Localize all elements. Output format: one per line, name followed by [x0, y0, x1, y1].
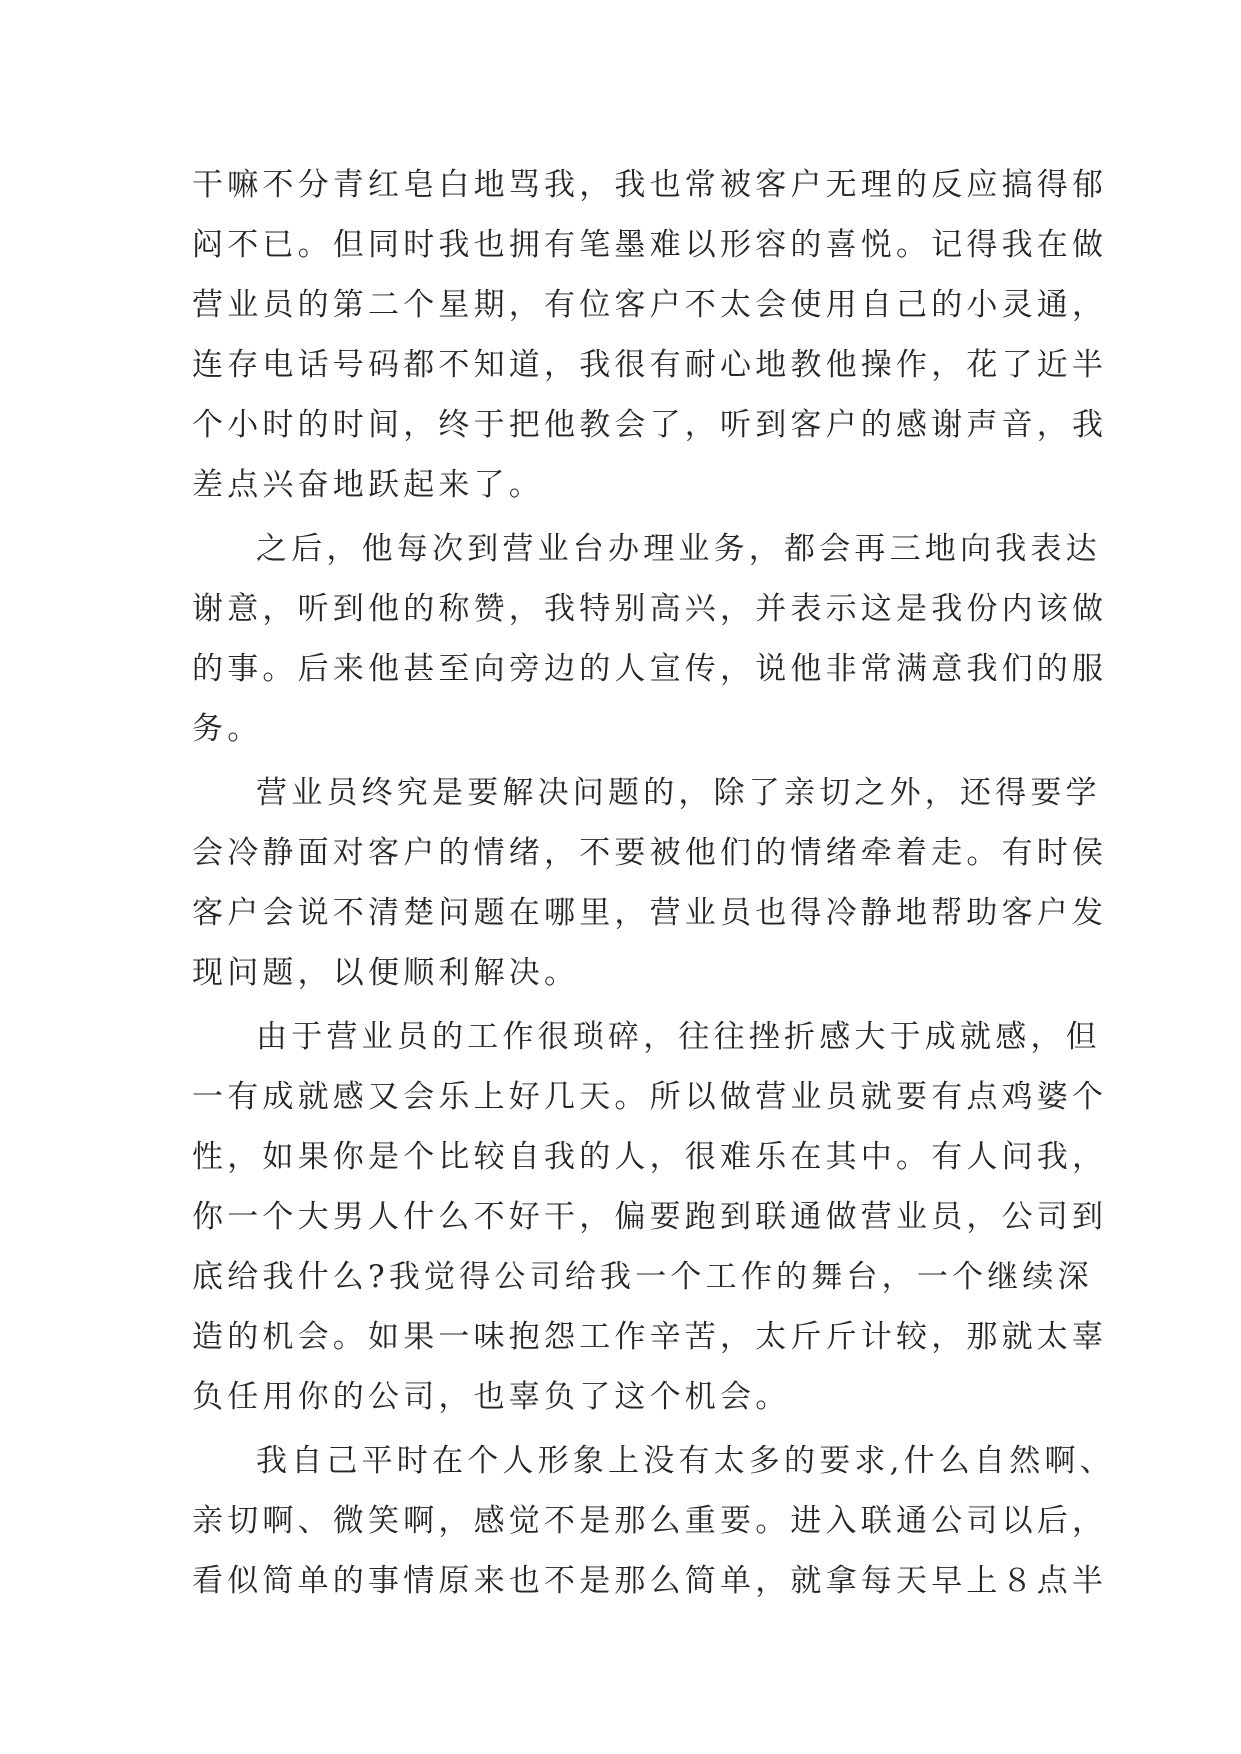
text-line: 差点兴奋地跃起来了。 — [192, 467, 544, 503]
text-line: 看似简单的事情原来也不是那么简单，就拿每天早上８点半 — [192, 1563, 1108, 1599]
text-line: 闷不已。但同时我也拥有笔墨难以形容的喜悦。记得我在做 — [192, 227, 1108, 263]
text-line: 你一个大男人什么不好干，偏要跑到联通做营业员，公司到 — [192, 1199, 1108, 1235]
text-line: 营业员终究是要解决问题的，除了亲切之外，还得要学 — [256, 775, 1101, 811]
text-line: 的事。后来他甚至向旁边的人宣传，说他非常满意我们的服 — [192, 651, 1108, 687]
document-body — [192, 155, 1115, 1611]
paragraph — [192, 1007, 1108, 1427]
text-line: 造的机会。如果一味抱怨工作辛苦，太斤斤计较，那就太辜 — [192, 1319, 1108, 1355]
text-line: 会冷静面对客户的情绪，不要被他们的情绪牵着走。有时侯 — [192, 835, 1108, 871]
paragraph — [192, 1431, 1115, 1611]
text-line: 干嘛不分青红皂白地骂我，我也常被客户无理的反应搞得郁 — [192, 167, 1108, 203]
text-line: 个小时的时间，终于把他教会了，听到客户的感谢声音，我 — [192, 407, 1108, 443]
text-line: 负任用你的公司，也辜负了这个机会。 — [192, 1379, 791, 1415]
text-line: 客户会说不清楚问题在哪里，营业员也得冷静地帮助客户发 — [192, 895, 1108, 931]
text-line: 现问题，以便顺利解决。 — [192, 955, 580, 991]
paragraph — [192, 519, 1108, 759]
text-line: 底给我什么?我觉得公司给我一个工作的舞台，一个继续深 — [192, 1259, 1093, 1295]
text-line: 亲切啊、微笑啊，感觉不是那么重要。进入联通公司以后， — [192, 1503, 1108, 1539]
text-line: 连存电话号码都不知道，我很有耐心地教他操作，花了近半 — [192, 347, 1108, 383]
text-line: 务。 — [192, 711, 263, 747]
paragraph-continued — [192, 155, 1108, 515]
text-line: 谢意，听到他的称赞，我特别高兴，并表示这是我份内该做 — [192, 591, 1108, 627]
text-line: 由于营业员的工作很琐碎，往往挫折感大于成就感，但 — [256, 1019, 1101, 1055]
text-line: 营业员的第二个星期，有位客户不太会使用自己的小灵通， — [192, 287, 1108, 323]
text-line: 之后，他每次到营业台办理业务，都会再三地向我表达 — [256, 531, 1101, 567]
text-line: 一有成就感又会乐上好几天。所以做营业员就要有点鸡婆个 — [192, 1079, 1108, 1115]
paragraph — [192, 763, 1108, 1003]
text-line: 性，如果你是个比较自我的人，很难乐在其中。有人问我， — [192, 1139, 1108, 1175]
text-line: 我自己平时在个人形象上没有太多的要求,什么自然啊、 — [256, 1443, 1115, 1479]
